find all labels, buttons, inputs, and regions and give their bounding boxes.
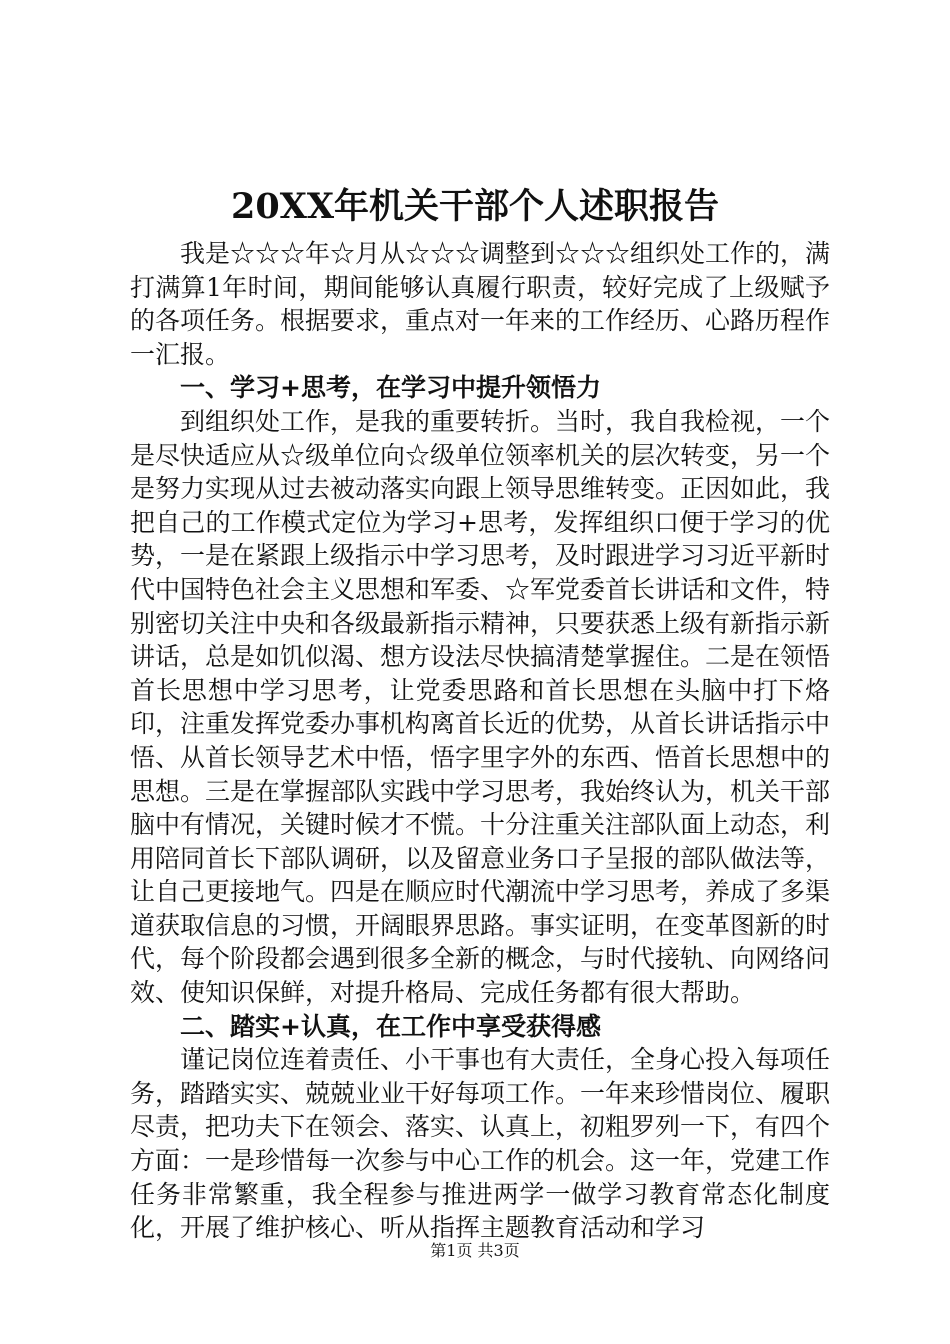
section-1-heading: 一、学习+思考，在学习中提升领悟力: [180, 373, 601, 403]
section-2-heading: 二、踏实+认真，在工作中享受获得感: [180, 1011, 601, 1041]
page-number: 第1页: [430, 1241, 473, 1260]
page-total: 共3页: [477, 1241, 520, 1260]
document-body: [130, 237, 830, 1245]
page-footer: [0, 1240, 950, 1262]
section-1-paragraph: 到组织处工作，是我的重要转折。当时，我自我检视，一个是尽快适应从☆级单位向☆级单位领率机关的层次转变，另一个是努力实现从过去被动落实向跟上领导思维转变。正因如此，我把自己的工作模式定位为学习+思考，发挥组织口便于学习的优势，一是在紧跟上级指示中学习思考，及时跟进学习习近平新时代中国特色社会主义思想和军委、☆军党委首长讲话和文件，特别密切关注中央和各级最新指示精神，只要获悉上级有新指示新讲话，总是如饥似渴、想方设法尽快搞清楚掌握住。二是在领悟首长思想中学习思考，让党委思路和首长思想在头脑中打下烙印，注重发挥党委办事机构离首长近的优势，从首长讲话指示中悟、从首长领导艺术中悟，悟字里字外的东西、悟首长思想中的思想。三是在掌握部队实践中学习思考，我始终认为，机关干部脑中有情况，关键时候才不慌。十分注重关注部队面上动态，利用陪同首长下部队调研，以及留意业务口子呈报的部队做法等，让自己更接地气。四是在顺应时代潮流中学习思考，养成了多渠道获取信息的习惯，开阔眼界思路。事实证明，在变革图新的时代，每个阶段都会遇到很多全新的概念，与时代接轨、向网络问效、使知识保鲜，对提升格局、完成任务都有很大帮助。: [130, 406, 831, 1008]
document-title: 20XX年机关干部个人述职报告: [230, 186, 720, 227]
intro-paragraph: 我是☆☆☆年☆月从☆☆☆调整到☆☆☆组织处工作的，满打满算1年时间，期间能够认真履行职责，较好完成了上级赋予的各项任务。根据要求，重点对一年来的工作经历、心路历程作一汇报。: [130, 239, 831, 369]
section-2-paragraph: 谨记岗位连着责任、小干事也有大责任，全身心投入每项任务，踏踏实实、兢兢业业干好每项工作。一年来珍惜岗位、履职尽责，把功夫下在领会、落实、认真上，初粗罗列一下，有四个方面：一是珍惜每一次参与中心工作的机会。这一年，党建工作任务非常繁重，我全程参与推进两学一做学习教育常态化制度化，开展了维护核心、听从指挥主题教育活动和学习: [130, 1045, 831, 1243]
